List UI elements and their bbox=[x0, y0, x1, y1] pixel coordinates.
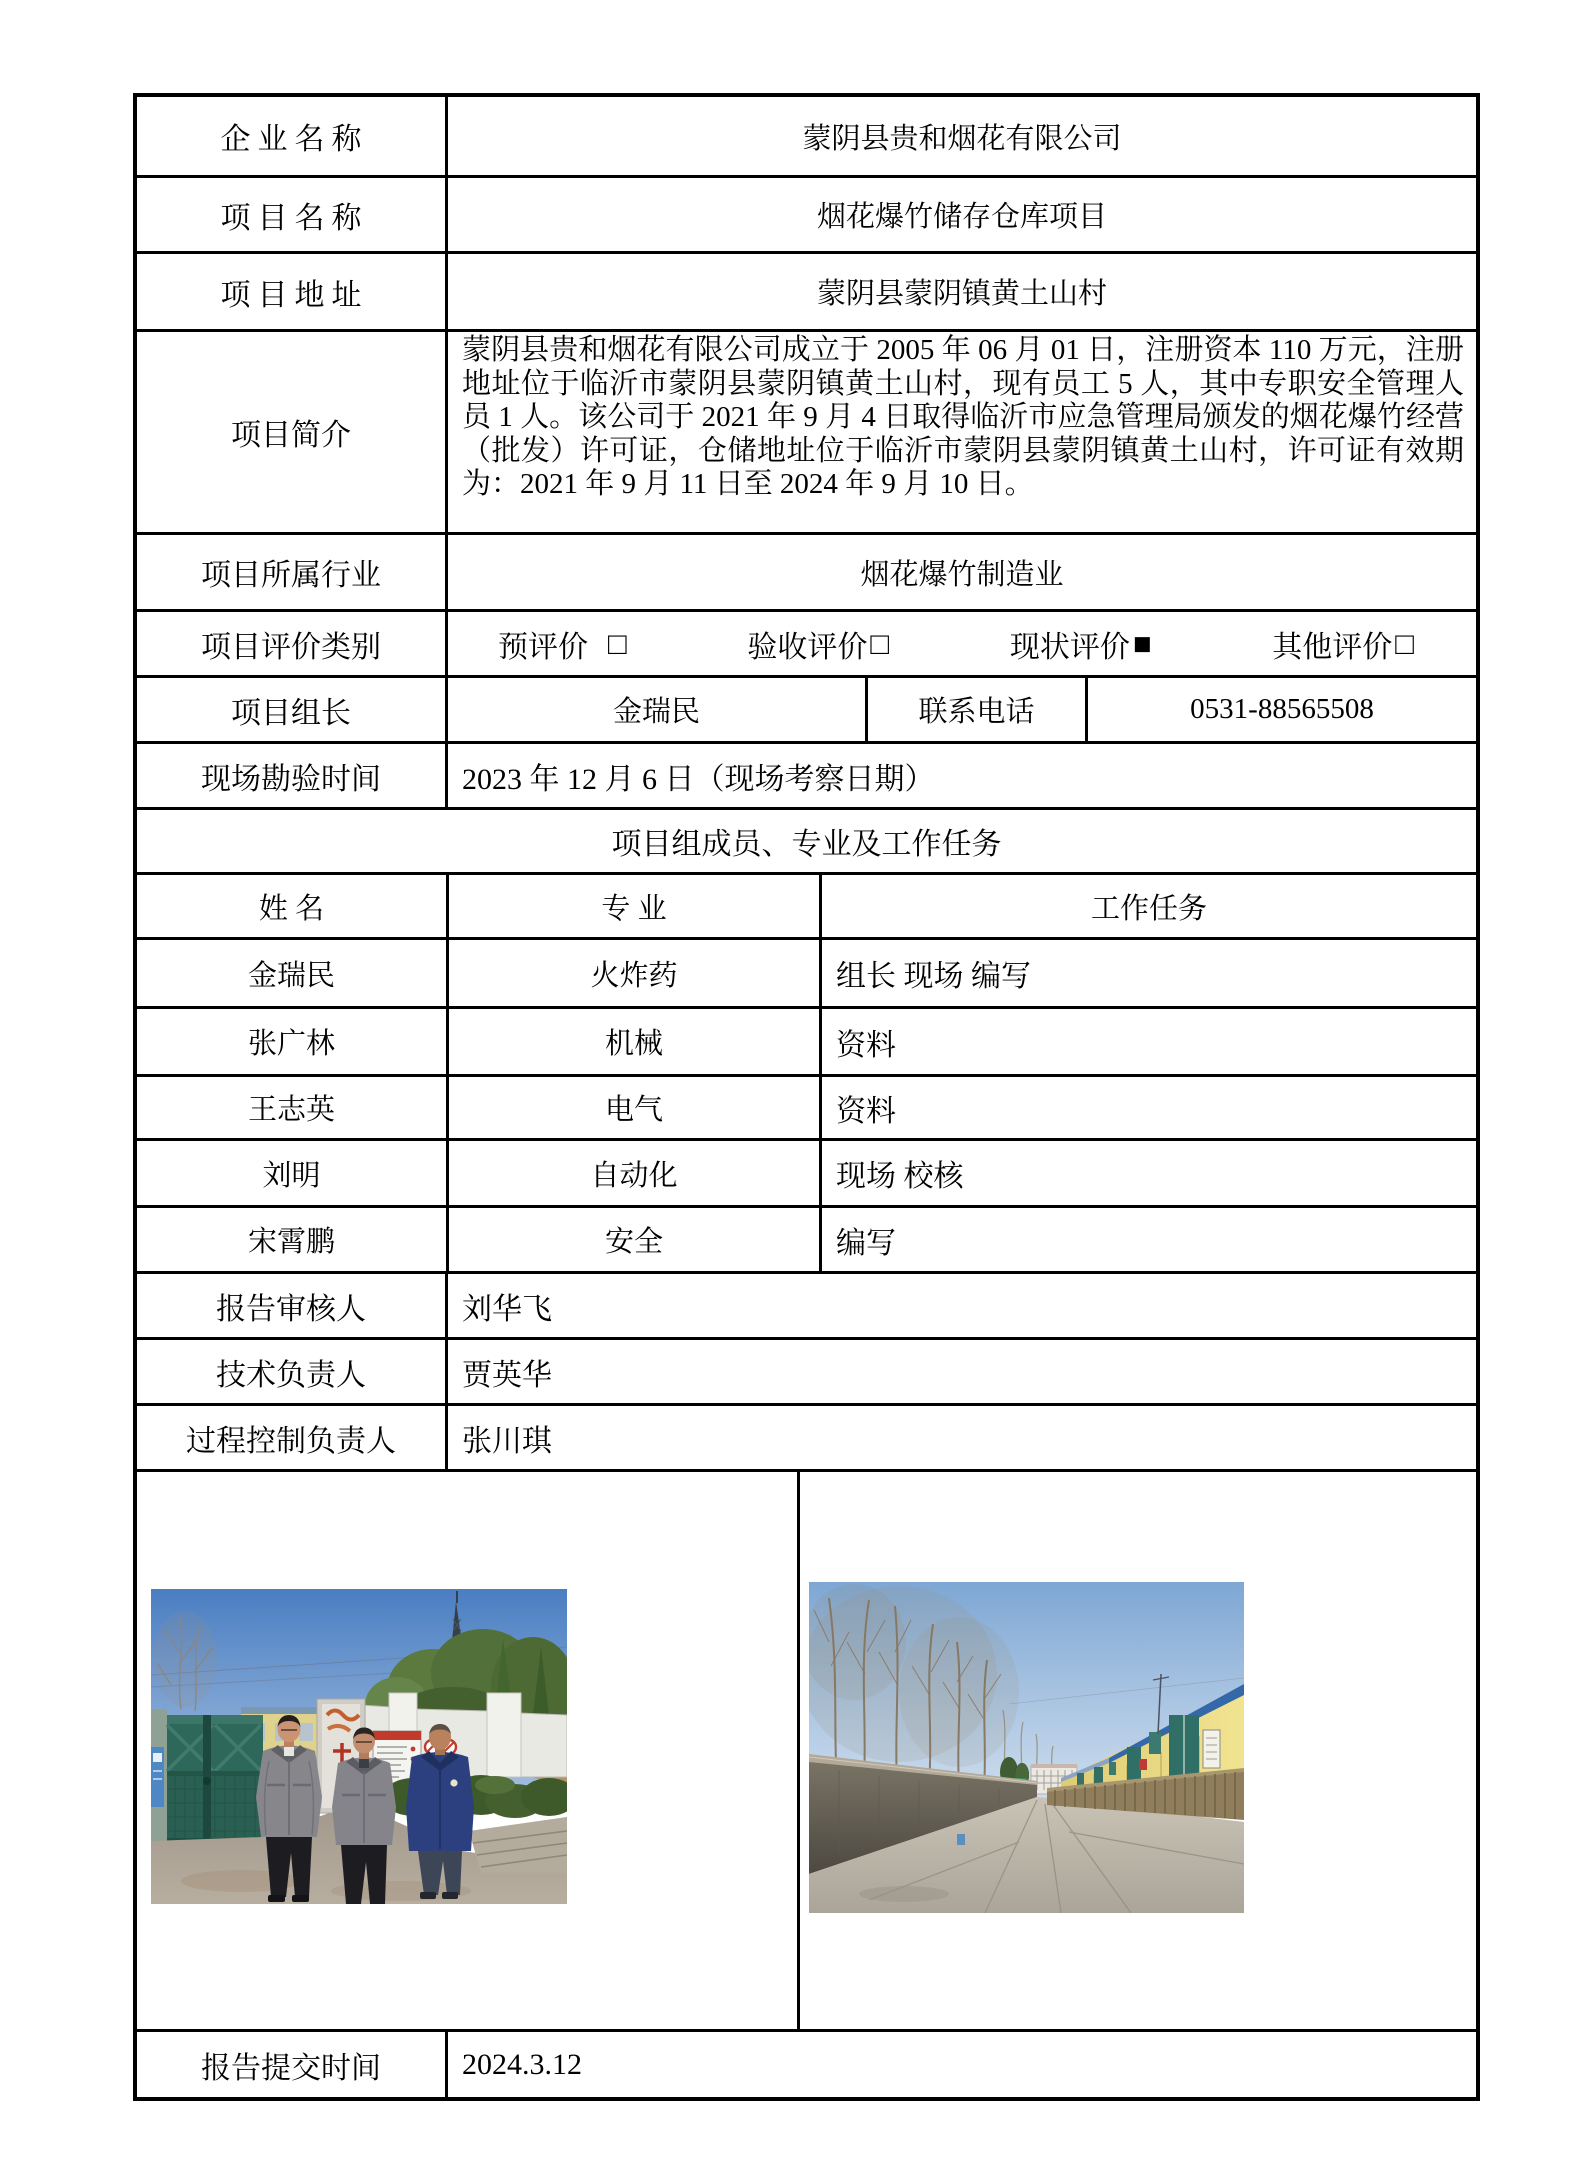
process-control-lead-value: 张川琪 bbox=[445, 1406, 1476, 1469]
option-status-evaluation: 现状评价 ■ bbox=[1009, 625, 1152, 664]
photo-cell-right bbox=[797, 1472, 1476, 2029]
member-major: 自动化 bbox=[446, 1141, 819, 1205]
member-task: 资料 bbox=[819, 1009, 1476, 1074]
red-sign bbox=[1139, 1759, 1147, 1770]
member-name: 宋霄鹏 bbox=[247, 1226, 335, 1258]
project-name-label: 项目名称 bbox=[220, 201, 369, 235]
report-reviewer-label: 报告审核人 bbox=[216, 1292, 366, 1326]
member-task: 组长 现场 编写 bbox=[819, 940, 1476, 1006]
member-task: 现场 校核 bbox=[819, 1141, 1476, 1205]
table-row bbox=[137, 1337, 1476, 1403]
member-row bbox=[137, 937, 1476, 1006]
member-name: 金瑞民 bbox=[247, 959, 335, 992]
project-info-table bbox=[133, 93, 1480, 2101]
stone-steps bbox=[469, 1817, 567, 1873]
photo-cell-left bbox=[137, 1472, 797, 2029]
member-name: 刘明 bbox=[262, 1159, 321, 1192]
technical-lead-value: 贾英华 bbox=[445, 1340, 1476, 1403]
process-control-lead-label: 过程控制负责人 bbox=[186, 1424, 396, 1458]
table-row bbox=[137, 609, 1476, 675]
member-major: 安全 bbox=[446, 1208, 819, 1271]
technical-lead-label: 技术负责人 bbox=[216, 1358, 366, 1392]
project-intro-text: 蒙阴县贵和烟花有限公司成立于 2005 年 06 月 01 日，注册资本 110 万元，注册地址位于临沂市蒙阴县蒙阴镇黄土山村，现有员工 5 人，其中专职安全管理人员 1 人。该公司于 2021 年 9 月 4 日取得临沂市应急管理局颁发的烟花爆竹经营（批发）许可证，仓储地址位于临沂市蒙阴县蒙阴镇黄土山村，许可证有效期为：2021 年 9 月 11 日至 2024 年 9 月 10 日。 bbox=[445, 332, 1476, 532]
evaluation-category-label: 项目评价类别 bbox=[201, 630, 381, 664]
member-major: 电气 bbox=[446, 1077, 819, 1138]
column-header-name: 姓 名 bbox=[258, 892, 325, 925]
members-section-header-row bbox=[137, 807, 1476, 872]
shuttered-window bbox=[1109, 1762, 1116, 1775]
table-row bbox=[137, 675, 1476, 741]
submit-time-value: 2024.3.12 bbox=[445, 2032, 1476, 2097]
team-leader-value: 金瑞民 bbox=[445, 678, 865, 741]
project-address-label: 项目地址 bbox=[220, 278, 369, 312]
column-header-task: 工作任务 bbox=[819, 875, 1476, 937]
table-row bbox=[137, 329, 1476, 532]
checkbox-unchecked-icon: □ bbox=[870, 625, 890, 661]
column-header-major: 专 业 bbox=[446, 875, 819, 937]
blue-bucket bbox=[957, 1834, 965, 1845]
team-at-site-entrance-photo bbox=[151, 1589, 567, 1904]
project-name-value: 烟花爆竹储存仓库项目 bbox=[445, 178, 1476, 251]
project-intro-label: 项目简介 bbox=[231, 419, 351, 452]
shuttered-window bbox=[1149, 1732, 1161, 1754]
member-major: 火炸药 bbox=[446, 940, 819, 1006]
option-pre-evaluation: 预评价 □ bbox=[498, 625, 627, 664]
member-row bbox=[137, 1074, 1476, 1138]
survey-time-label: 现场勘验时间 bbox=[201, 762, 381, 796]
member-row bbox=[137, 1138, 1476, 1205]
photos-row bbox=[137, 1469, 1476, 2029]
member-major: 机械 bbox=[446, 1009, 819, 1074]
members-section-title: 项目组成员、专业及工作任务 bbox=[611, 828, 1002, 861]
member-name: 张广林 bbox=[247, 1028, 335, 1060]
team-leader-label: 项目组长 bbox=[231, 696, 351, 730]
table-row bbox=[137, 2029, 1476, 2097]
member-task: 编写 bbox=[819, 1208, 1476, 1271]
checkbox-checked-icon: ■ bbox=[1132, 625, 1152, 661]
industry-value: 烟花爆竹制造业 bbox=[445, 535, 1476, 609]
table-row bbox=[137, 97, 1476, 175]
table-row bbox=[137, 251, 1476, 329]
warehouse-road-photo bbox=[809, 1582, 1244, 1913]
member-name: 王志英 bbox=[247, 1094, 335, 1126]
member-row bbox=[137, 1205, 1476, 1271]
project-address-value: 蒙阴县蒙阴镇黄土山村 bbox=[445, 254, 1476, 329]
company-name-value: 蒙阴县贵和烟花有限公司 bbox=[445, 97, 1476, 175]
table-row bbox=[137, 175, 1476, 251]
option-other-evaluation: 其他评价 □ bbox=[1272, 625, 1414, 664]
notice-board bbox=[1203, 1730, 1220, 1768]
table-row bbox=[137, 532, 1476, 609]
survey-time-value: 2023 年 12 月 6 日（现场考察日期） bbox=[445, 744, 1476, 807]
report-reviewer-value: 刘华飞 bbox=[445, 1274, 1476, 1337]
industry-label: 项目所属行业 bbox=[201, 559, 381, 592]
table-row bbox=[137, 741, 1476, 807]
table-row bbox=[137, 1403, 1476, 1469]
phone-value: 0531-88565508 bbox=[1085, 678, 1476, 741]
option-acceptance-evaluation: 验收评价 □ bbox=[747, 625, 890, 664]
company-name-label: 企业名称 bbox=[220, 123, 369, 156]
green-gate bbox=[151, 1709, 263, 1845]
members-header-row bbox=[137, 872, 1476, 937]
member-task: 资料 bbox=[819, 1077, 1476, 1138]
checkbox-unchecked-icon: □ bbox=[1395, 625, 1414, 661]
member-row bbox=[137, 1006, 1476, 1074]
table-row bbox=[137, 1271, 1476, 1337]
evaluation-category-options bbox=[445, 612, 1476, 675]
phone-label: 联系电话 bbox=[865, 678, 1085, 741]
submit-time-label: 报告提交时间 bbox=[201, 2051, 381, 2085]
checkbox-unchecked-icon: □ bbox=[608, 625, 627, 661]
